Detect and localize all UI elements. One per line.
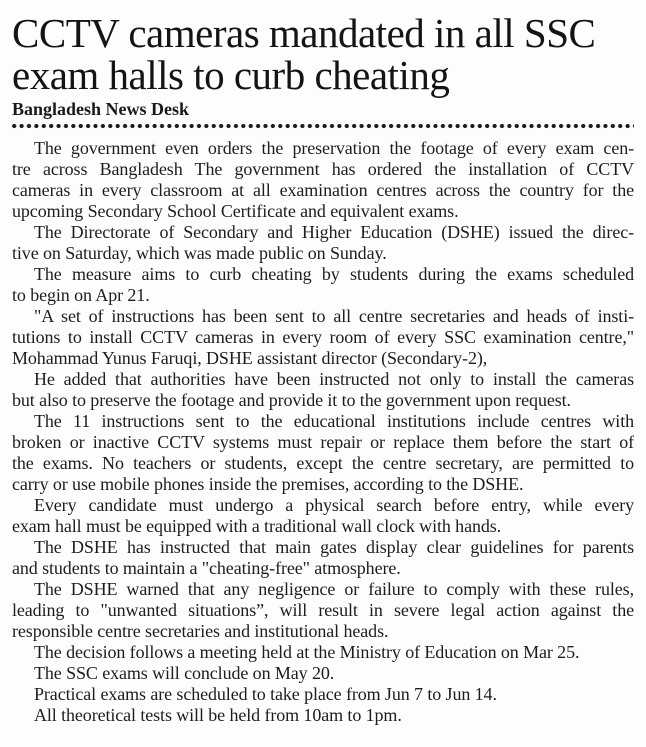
text-line: The measure aims to curb cheating by students during the exams scheduled — [34, 264, 634, 284]
paragraph — [12, 411, 634, 495]
text-line: Mohammad Yunus Faruqi, DSHE assistant director (Secondary-2), — [12, 348, 488, 368]
text-line: broken or inactive CCTV systems must repair or replace them before the start of — [12, 432, 634, 452]
text-line: The 11 instructions sent to the educational institutions include centres with — [34, 411, 634, 431]
text-line: The Directorate of Secondary and Higher Education (DSHE) issued the direc- — [34, 222, 634, 242]
text-line: to begin on Apr 21. — [12, 285, 150, 305]
text-line: upcoming Secondary School Certificate and equivalent exams. — [12, 201, 459, 221]
text-line: The SSC exams will conclude on May 20. — [34, 663, 335, 683]
text-line: tutions to install CCTV cameras in every room of every SSC examination centre," — [12, 327, 634, 347]
text-line: leading to "unwanted situations”, will result in severe legal action against the — [12, 600, 634, 620]
paragraph — [12, 495, 634, 537]
paragraph — [12, 579, 634, 642]
text-line: tre across Bangladesh The government has ordered the installation of CCTV — [12, 159, 634, 179]
text-line: The decision follows a meeting held at the Ministry of Education on Mar 25. — [34, 642, 580, 662]
paragraph — [12, 684, 634, 705]
text-line: cameras in every classroom at all examination centres across the country for the — [12, 180, 634, 200]
paragraph — [12, 306, 634, 369]
text-line: exam hall must be equipped with a traditional wall clock with hands. — [12, 516, 502, 536]
text-line: Every candidate must undergo a physical search before entry, while every — [34, 495, 634, 515]
article-headline — [12, 12, 634, 96]
text-line: The DSHE has instructed that main gates display clear guidelines for parents — [34, 537, 634, 557]
dotted-separator — [12, 123, 634, 129]
text-line: responsible centre secretaries and institutional heads. — [12, 621, 389, 641]
text-line: Practical exams are scheduled to take place from Jun 7 to Jun 14. — [34, 684, 497, 704]
text-line: He added that authorities have been instructed not only to install the cameras — [34, 369, 634, 389]
text-line: but also to preserve the footage and provide it to the government upon request. — [12, 390, 571, 410]
text-line: The DSHE warned that any negligence or failure to comply with these rules, — [34, 579, 634, 599]
text-line: tive on Saturday, which was made public on Sunday. — [12, 243, 387, 263]
paragraph — [12, 705, 634, 726]
text-line: the exams. No teachers or students, except the centre secretary, are permitted to — [12, 453, 634, 473]
text-line: carry or use mobile phones inside the premises, according to the DSHE. — [12, 474, 524, 494]
byline: Bangladesh News Desk — [12, 99, 190, 119]
paragraph — [12, 264, 634, 306]
paragraph — [12, 222, 634, 264]
paragraph — [12, 537, 634, 579]
paragraph — [12, 642, 634, 663]
headline-line-1: CCTV cameras mandated in all SSC — [12, 10, 596, 56]
text-line: The government even orders the preservation the footage of every exam cen- — [34, 138, 634, 158]
article-body — [12, 138, 634, 726]
text-line: and students to maintain a "cheating-free" atmosphere. — [12, 558, 401, 578]
paragraph — [12, 369, 634, 411]
headline-line-2: exam halls to curb cheating — [12, 52, 450, 98]
text-line: "A set of instructions has been sent to all centre secretaries and heads of insti- — [34, 306, 634, 326]
paragraph — [12, 663, 634, 684]
paragraph — [12, 138, 634, 222]
text-line: All theoretical tests will be held from 10am to 1pm. — [34, 705, 402, 725]
